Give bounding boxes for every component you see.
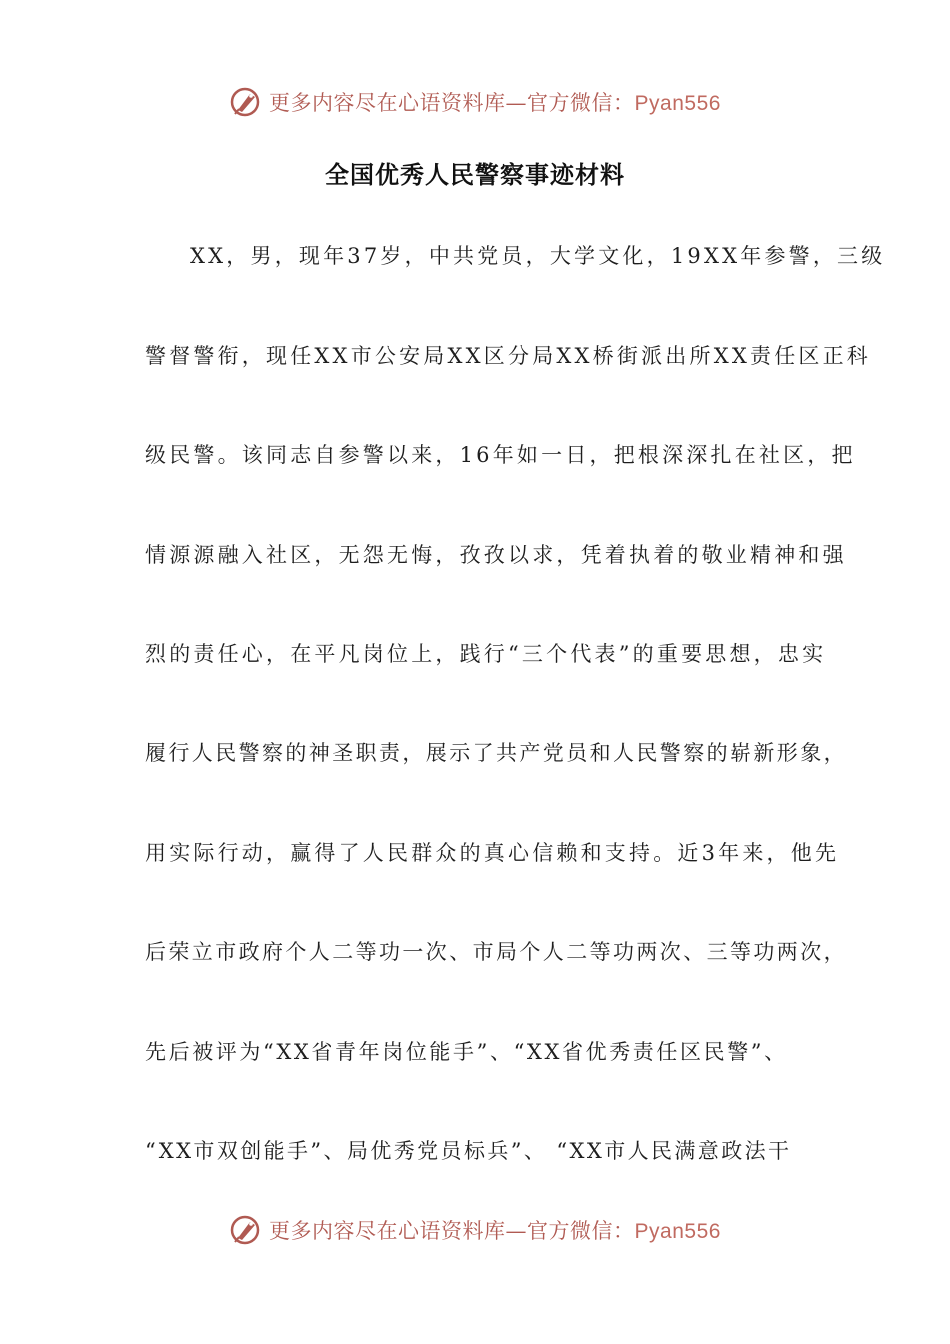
watermark-header bbox=[0, 82, 950, 122]
paragraph-line-5: 烈的责任心，在平凡岗位上，践行“三个代表”的重要思想，忠实 bbox=[145, 642, 827, 666]
wechat-id: Pyan556 bbox=[634, 92, 721, 115]
paragraph-line-6: 履行人民警察的神圣职责，展示了共产党员和人民警察的崭新形象， bbox=[145, 741, 847, 765]
paragraph-line-2: 警督警衔，现任XX市公安局XX区分局XX桥街派出所XX责任区正科 bbox=[145, 344, 871, 368]
paragraph-line-9: 先后被评为“XX省青年岗位能手”、“XX省优秀责任区民警”、 bbox=[145, 1040, 788, 1064]
paragraph-line-10: “XX市双创能手”、局优秀党员标兵”、 “XX市人民满意政法干 bbox=[145, 1139, 792, 1163]
paragraph-line-3: 级民警。该同志自参警以来，16年如一日，把根深深扎在社区，把 bbox=[145, 443, 856, 467]
document-title: 全国优秀人民警察事迹材料 bbox=[325, 161, 625, 189]
wechat-id: Pyan556 bbox=[634, 1220, 721, 1243]
paragraph-line-1: XX，男，现年37岁，中共党员，大学文化，19XX年参警，三级 bbox=[190, 244, 886, 268]
watermark-footer bbox=[0, 1210, 950, 1250]
paragraph-line-7: 用实际行动，赢得了人民群众的真心信赖和支持。近3年来，他先 bbox=[145, 841, 840, 865]
paragraph-line-4: 情源源融入社区，无怨无悔，孜孜以求，凭着执着的敬业精神和强 bbox=[145, 543, 847, 567]
paragraph-line-8: 后荣立市政府个人二等功一次、市局个人二等功两次、三等功两次， bbox=[145, 940, 847, 964]
pen-nib-logo-icon bbox=[229, 1213, 263, 1247]
watermark-text: 更多内容尽在心语资料库—官方微信：Pyan556 bbox=[269, 1219, 721, 1243]
pen-nib-logo-icon bbox=[229, 85, 263, 119]
watermark-text: 更多内容尽在心语资料库—官方微信：Pyan556 bbox=[269, 91, 721, 115]
